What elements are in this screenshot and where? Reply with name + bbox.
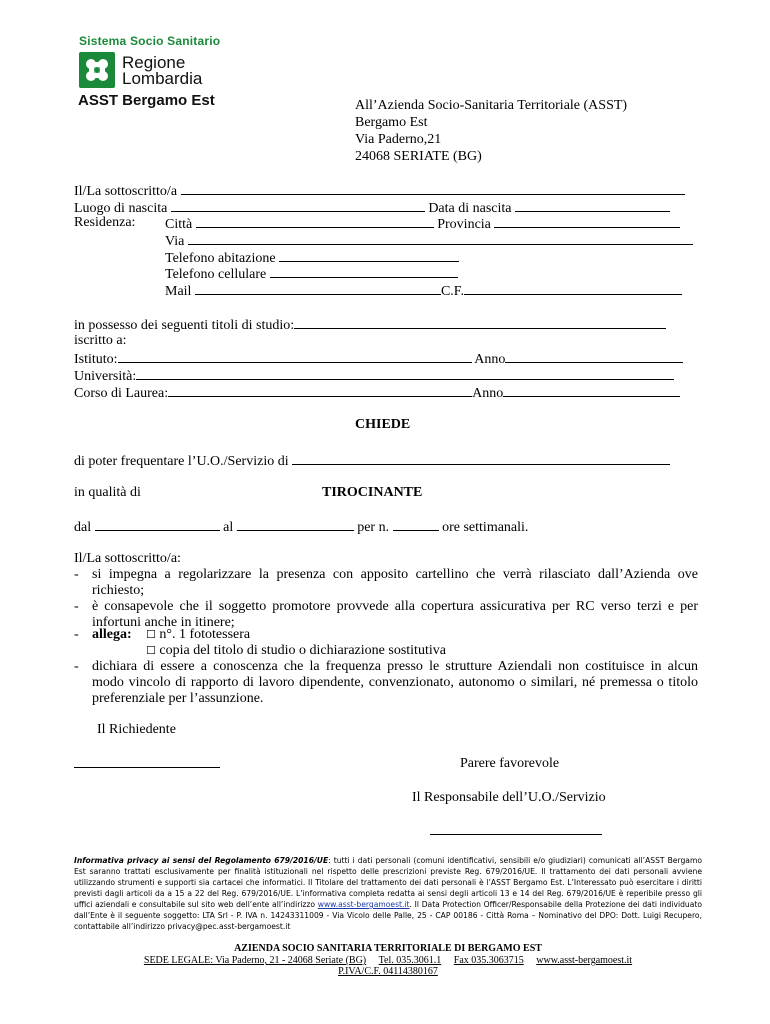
al-line[interactable] (237, 518, 354, 531)
universita-row[interactable] (74, 367, 674, 385)
footer-web[interactable]: www.asst-bergamoest.it (536, 955, 633, 966)
tel-cellulare-line[interactable] (270, 265, 458, 278)
declaration-item2-b: infortuni anche in itinere; (92, 615, 235, 630)
declaration-dash-2: - (74, 599, 79, 614)
al-label: al (223, 520, 234, 535)
luogo-nascita-label: Luogo di nascita (74, 201, 168, 216)
parere-label: Parere favorevole (460, 756, 560, 771)
tel-abitazione-label: Telefono abitazione (165, 251, 276, 266)
qualita-label: in qualità di (74, 485, 141, 500)
privacy-link[interactable]: www.asst-bergamoest.it (317, 900, 410, 909)
titoli-line[interactable] (294, 316, 666, 329)
logo-line2: Lombardia (122, 69, 203, 88)
corso-line[interactable] (168, 384, 472, 397)
sottoscritto-line[interactable] (181, 182, 685, 195)
istituto-label: Istituto: (74, 352, 118, 367)
declaration-item3-c: preferenziale per l’assunzione. (92, 691, 264, 706)
declaration-item1-a: si impegna a regolarizzare la presenza con apposito cartellino che verrà rilasciato dall’Azienda ove (92, 567, 698, 582)
iscritto-label: iscritto a: (74, 333, 127, 348)
declaration-intro: Il/La sottoscritto/a: (74, 551, 181, 566)
corso-row[interactable] (74, 384, 680, 402)
responsabile-label: Il Responsabile dell’U.O./Servizio (412, 790, 606, 805)
dal-line[interactable] (95, 518, 220, 531)
tel-cellulare-row[interactable] (165, 265, 458, 283)
richiedente-signature-line[interactable] (74, 767, 220, 768)
corso-anno-label: Anno (472, 386, 504, 401)
asst-label: ASST Bergamo Est (78, 92, 215, 109)
mail-label: Mail (165, 284, 192, 299)
universita-label: Università: (74, 369, 137, 384)
allega-item2-label: copia del titolo di studio o dichiarazione sostitutiva (159, 643, 446, 658)
allega-item1-label: n°. 1 fototessera (159, 627, 251, 642)
declaration-item2-a: è consapevole che il soggetto promotore provvede alla copertura assicurativa per RC verso terzi e per (92, 599, 698, 614)
privacy-text1: : tutti i dati personali (comuni identificativi, sensibili e/o giudiziari) comunicati all’ASST Bergamo Est saranno trattati esclusivamente per finalità istituzionali nel rispetto delle prescrizioni previste Reg. 679/2016/UE. Il trattamento dei dati personali avviene utilizzando strumenti e supporti sia cartacei che informatici. Il Titolare del trattamento dei dati personali è l’ASST Bergamo Est. L’Interessato può esercitare i diritti previsti dagli articoli da a 15 a 22 del Reg. 679/2016/UE. L’informativa completa redatta ai sensi degli articoli 13 e 14 del Reg. 679/2016/UE è reperibile presso gli uffici aziendali e consultabile sul sito web dell’ente all’indirizzo (74, 856, 702, 909)
tel-abitazione-line[interactable] (279, 249, 459, 262)
via-label: Via (165, 234, 185, 249)
allega-item2[interactable] (146, 643, 446, 659)
chiede-heading: CHIEDE (355, 417, 411, 432)
footer-piva-row (74, 966, 702, 977)
cf-line[interactable] (464, 282, 682, 295)
sottoscritto-row[interactable] (74, 182, 685, 200)
provincia-line[interactable] (494, 215, 680, 228)
provincia-label: Provincia (437, 217, 491, 232)
universita-line[interactable] (136, 367, 674, 380)
footer-piva: P.IVA/C.F. 04114380167 (338, 966, 438, 977)
istituto-anno-label: Anno (474, 352, 506, 367)
address-line2: Bergamo Est (355, 115, 428, 130)
istituto-row[interactable] (74, 350, 683, 368)
titoli-label: in possesso dei seguenti titoli di studio: (74, 318, 295, 333)
corso-anno-line[interactable] (503, 384, 680, 397)
regione-lombardia-logo-icon (79, 52, 115, 88)
address-line1: All’Azienda Socio-Sanitaria Territoriale (ASST) (355, 98, 628, 113)
responsabile-signature-line[interactable] (430, 834, 602, 835)
frequentare-label: di poter frequentare l’U.O./Servizio di (74, 454, 289, 469)
citta-label: Città (165, 217, 193, 232)
via-line[interactable] (188, 232, 693, 245)
allega-label: allega: (92, 627, 132, 642)
sottoscritto-label: Il/La sottoscritto/a (74, 184, 178, 199)
privacy-title: Informativa privacy ai sensi del Regolamento 679/2016/UE (74, 856, 329, 865)
mail-line[interactable] (195, 282, 441, 295)
tel-cellulare-label: Telefono cellulare (165, 267, 267, 282)
footer-fax: Fax 035.3063715 (453, 955, 524, 966)
checkbox-fototessera-icon[interactable]: ☐ (146, 628, 156, 641)
via-row[interactable] (165, 232, 693, 250)
declaration-item1-b: richiesto; (92, 583, 145, 598)
logo-line1: Regione (122, 53, 186, 72)
address-line4: 24068 SERIATE (BG) (355, 149, 482, 164)
dal-label: dal (74, 520, 92, 535)
citta-line[interactable] (196, 215, 434, 228)
checkbox-titolo-studio-icon[interactable]: ☐ (146, 644, 156, 657)
data-nascita-line[interactable] (515, 199, 670, 212)
data-nascita-label: Data di nascita (428, 201, 512, 216)
footer-sede: SEDE LEGALE: Via Paderno, 21 - 24068 Seriate (BG) (143, 955, 367, 966)
footer-sede-row (74, 955, 702, 966)
luogo-nascita-line[interactable] (171, 199, 425, 212)
privacy-text2: . Il Data Protection Officer/Responsabile della Protezione dei dati individuato dall’Ente è il seguente soggetto: LTA Srl - P. IVA n. 14243311009 - Via Vicolo delle Palle, 25 - CAP 00186 - Città Roma – Nominativo del DPO: Dott. Luigi Recupero, contattabile all’indirizzo privacy@pec.asst-bergamoest.it (74, 900, 702, 931)
frequentare-line[interactable] (292, 452, 670, 465)
citta-row[interactable] (165, 215, 680, 233)
mail-row[interactable] (165, 282, 682, 300)
cf-label: C.F. (440, 284, 464, 299)
titoli-row[interactable] (74, 316, 666, 334)
declaration-item3-a: dichiara di essere a conoscenza che la frequenza presso le strutture Aziendali non costituisce in alcun (92, 659, 698, 674)
istituto-line[interactable] (118, 350, 472, 363)
frequentare-row[interactable] (74, 452, 670, 470)
istituto-anno-line[interactable] (505, 350, 683, 363)
richiedente-label: Il Richiedente (97, 722, 176, 737)
footer-azienda: AZIENDA SOCIO SANITARIA TERRITORIALE DI BERGAMO EST (234, 943, 542, 954)
allega-item1[interactable] (146, 627, 250, 643)
ore-label: ore settimanali. (442, 520, 529, 535)
address-line3: Via Paderno,21 (355, 132, 442, 147)
ore-line[interactable] (393, 518, 439, 531)
declaration-dash-allega: - (74, 627, 79, 642)
tirocinante-label: TIROCINANTE (322, 485, 423, 500)
declaration-item3-b: modo vincolo di rapporto di lavoro dipendente, convenzionato, autonomo o similari, né premessa o titolo (92, 675, 698, 690)
declaration-dash-3: - (74, 659, 79, 674)
corso-label: Corso di Laurea: (74, 386, 169, 401)
privacy-notice (74, 855, 702, 932)
system-label: Sistema Socio Sanitario (79, 34, 221, 48)
periodo-row[interactable] (74, 518, 528, 536)
footer-tel: Tel. 035.3061.1 (378, 955, 442, 966)
declaration-dash-1: - (74, 567, 79, 582)
per-n-label: per n. (357, 520, 390, 535)
residenza-label: Residenza: (74, 215, 136, 230)
